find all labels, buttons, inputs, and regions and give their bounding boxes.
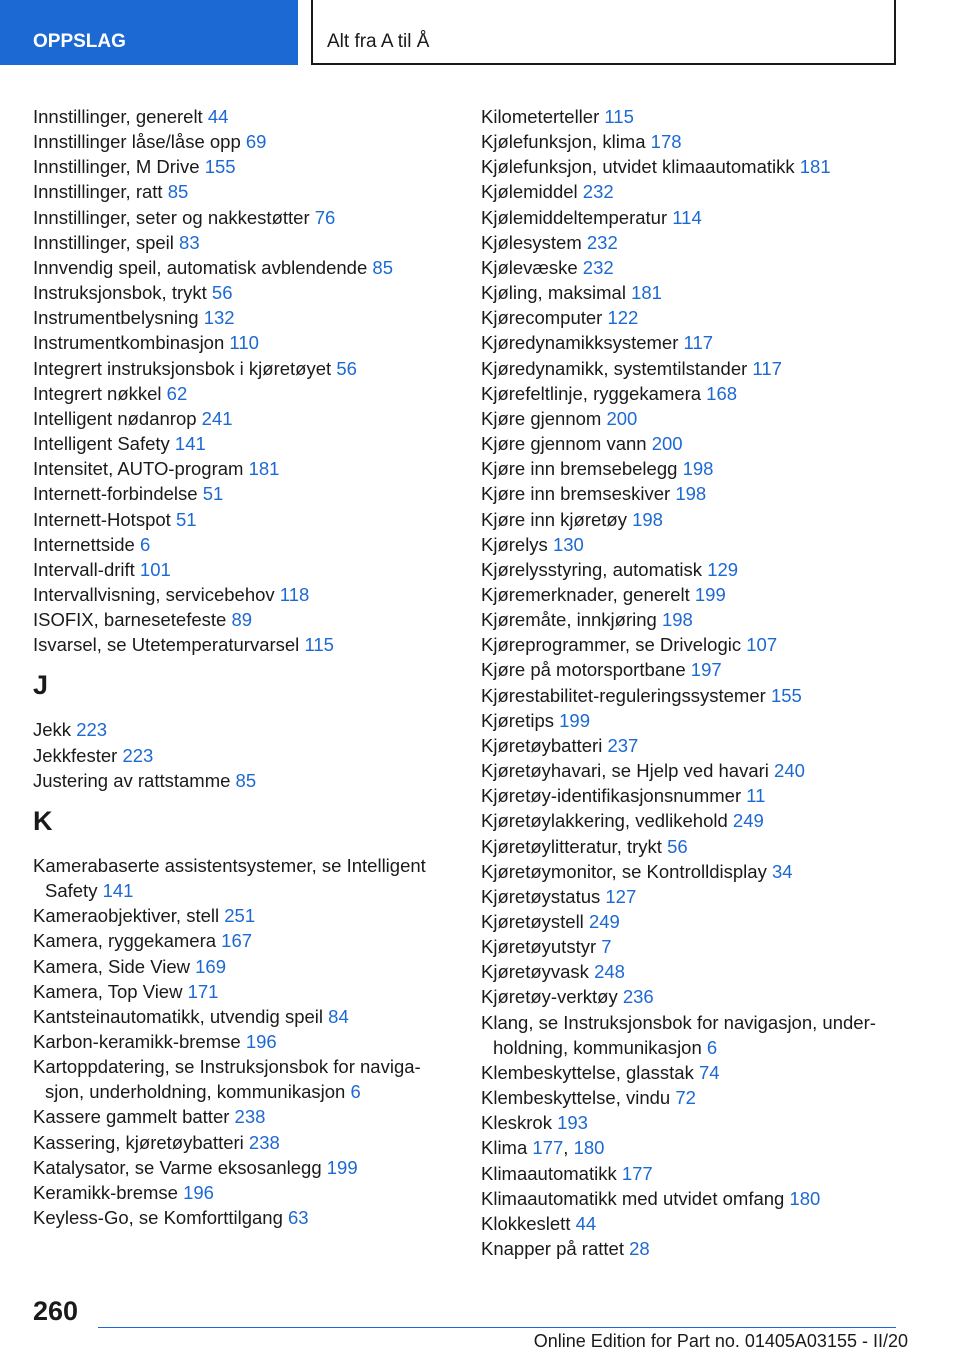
index-entry (481, 834, 901, 859)
page-reference-link[interactable]: 181 (631, 282, 662, 304)
index-entry (481, 884, 901, 909)
section-label: OPPSLAG (33, 31, 126, 52)
chapter-title: Alt fra A til Å (327, 31, 430, 52)
index-entry (481, 733, 901, 758)
index-term: Karbon-keramikk-bremse (33, 1031, 241, 1052)
page-reference-link[interactable]: 223 (122, 744, 154, 766)
index-term: Kleskrok (481, 1112, 552, 1134)
index-entry (481, 1211, 901, 1236)
page-reference-link[interactable]: 28 (629, 1238, 650, 1260)
index-term: Kjøretøyhavari, se Hjelp ved havari (481, 760, 769, 782)
page-reference-link[interactable]: 132 (203, 307, 235, 329)
index-entry (481, 909, 901, 934)
index-entry (33, 743, 453, 768)
page-reference-link[interactable]: 236 (622, 986, 654, 1008)
index-entry (33, 632, 453, 657)
page-reference-link[interactable]: 129 (707, 558, 739, 580)
index-term: Knapper på rattet (481, 1238, 624, 1260)
index-entry (481, 657, 901, 682)
index-entry (33, 903, 453, 928)
page-reference-link[interactable]: 178 (650, 131, 682, 153)
page-reference-link[interactable]: 141 (174, 433, 206, 455)
index-term: Kameraobjektiver, stell (33, 905, 220, 927)
index-entry (33, 129, 453, 154)
page-reference-link[interactable]: 6 (350, 1081, 361, 1103)
index-entry (481, 1060, 901, 1085)
footer-rule (98, 1327, 896, 1328)
index-term: Innstillinger, speil (33, 231, 174, 253)
index-term: Kjølefunksjon, utvidet klimaautomatikk (481, 156, 795, 178)
index-entry (481, 481, 901, 506)
index-term: Klimaautomatikk (481, 1162, 617, 1184)
index-entry (481, 1161, 901, 1186)
index-term: Innstillinger, ratt (33, 181, 163, 203)
page-reference-link[interactable]: 115 (604, 106, 634, 127)
page-reference-link[interactable]: 223 (76, 719, 108, 741)
index-entry (33, 928, 453, 953)
section-tab (0, 0, 298, 65)
page-reference-link[interactable]: 6 (139, 533, 151, 555)
index-term: Kjøling, maksimal (481, 282, 626, 304)
index-entry (33, 179, 453, 204)
page-reference-link[interactable]: 155 (204, 156, 236, 178)
index-entry (33, 481, 453, 506)
index-entry: Klima 177, 180 (481, 1137, 605, 1159)
page-reference-link[interactable]: 198 (675, 483, 707, 505)
index-term: Kjøretøyvask (481, 961, 589, 983)
index-term: Klokkeslett (481, 1212, 571, 1234)
page-reference-link[interactable]: 248 (594, 961, 625, 983)
index-term: Kilometerteller (481, 106, 600, 127)
index-term: Kjøretøy-identifikasjonsnummer (481, 785, 742, 807)
index-term: Instrumentkombinasjon (33, 332, 225, 354)
index-entry (481, 456, 901, 481)
index-term: Innvendig speil, automatisk avblendende (33, 256, 368, 278)
index-entry (481, 381, 901, 406)
page-reference-link[interactable]: 180 (789, 1187, 821, 1209)
page-reference-link[interactable]: 249 (732, 810, 764, 832)
page-reference-link[interactable]: 44 (575, 1212, 597, 1234)
index-term: Kjøretøylitteratur, trykt (481, 835, 662, 857)
index-entry (481, 959, 901, 984)
page-reference-link[interactable]: 240 (774, 760, 805, 782)
index-term: Kjølemiddel (481, 181, 578, 203)
index-term: Innstillinger, M Drive (33, 156, 200, 178)
index-term: Kjøretøy-verktøy (481, 986, 618, 1008)
index-term: Klembeskyttelse, vindu (481, 1087, 671, 1109)
index-entry (481, 1110, 901, 1135)
index-term: Intervallvisning, servicebehov (33, 583, 275, 605)
index-entry (481, 305, 901, 330)
index-term: Kjøretøymonitor, se Kontrolldisplay (481, 860, 767, 882)
index-entry (33, 1205, 453, 1230)
page-reference-link[interactable]: 238 (234, 1106, 266, 1128)
page-reference-link[interactable]: 107 (746, 634, 778, 656)
page-reference-link[interactable]: 241 (201, 407, 233, 429)
page-reference-link[interactable]: 232 (582, 181, 614, 203)
index-term: Kamera, Side View (33, 955, 190, 977)
index-term: Kjørecomputer (481, 307, 603, 329)
index-entry (33, 431, 453, 456)
page-reference-link[interactable]: 199 (559, 709, 591, 731)
index-entry (33, 1180, 453, 1205)
page-reference-link[interactable]: 198 (661, 609, 693, 631)
page-reference-link[interactable]: 130 (552, 533, 584, 555)
index-term: Kjørelysstyring, automatisk (481, 558, 703, 580)
index-letter-heading: K (33, 805, 53, 836)
index-term: Jekkfester (33, 744, 118, 766)
index-term: Kjøremerknader, generelt (481, 583, 690, 605)
index-entry (481, 356, 901, 381)
index-entry (33, 205, 453, 230)
index-entry (481, 406, 901, 431)
index-column-right (481, 104, 901, 1261)
page-reference-link[interactable]: 199 (694, 583, 726, 605)
index-term: Kjøre gjennom vann (481, 433, 647, 455)
index-entry (481, 984, 901, 1009)
index-entry (481, 507, 901, 532)
index-entry (481, 230, 901, 255)
index-entry (33, 717, 453, 742)
page-reference-link[interactable]: 249 (588, 911, 620, 932)
index-entry (33, 330, 453, 355)
page-number: 260 (33, 1296, 79, 1326)
index-term: Klima (481, 1137, 528, 1159)
page-reference-link[interactable]: 155 (770, 684, 802, 706)
page-reference-link[interactable]: 56 (336, 357, 357, 379)
index-term: Keramikk-bremse (33, 1181, 178, 1203)
index-term: Jekk (33, 719, 72, 741)
page-reference-link[interactable]: 34 (771, 860, 793, 882)
page-reference-link[interactable]: 83 (179, 231, 200, 253)
index-term: Kjølefunksjon, klima (481, 131, 646, 153)
page-reference-link[interactable]: 197 (690, 659, 722, 681)
index-term: Kamera, ryggekamera (33, 930, 217, 952)
page-reference-link[interactable]: 101 (139, 558, 171, 580)
index-entry (33, 853, 453, 903)
index-entry (481, 280, 901, 305)
index-entry (33, 104, 453, 129)
index-entry (481, 205, 901, 230)
page-reference-link[interactable]: 177 (532, 1137, 564, 1159)
index-term: Kamerabaserte assistentsystemer, se Intelligent Safety (33, 854, 426, 902)
page-reference-link[interactable]: 167 (221, 930, 253, 952)
index-term: Kassere gammelt batter (33, 1106, 230, 1128)
index-term: Instruksjonsbok, trykt (33, 282, 207, 304)
page-reference-link[interactable]: 89 (231, 609, 253, 631)
index-term: Kjøre inn kjøretøy (481, 508, 627, 530)
index-term: Klembeskyttelse, glasstak (481, 1061, 694, 1083)
index-entry (33, 979, 453, 1004)
index-entry (33, 356, 453, 381)
index-entry (481, 632, 901, 657)
index-entry (481, 532, 901, 557)
index-entry (33, 154, 453, 179)
page-reference-link[interactable]: 63 (288, 1207, 309, 1229)
index-entry (33, 768, 453, 793)
index-entry (33, 255, 453, 280)
page-reference-link[interactable]: 232 (582, 256, 614, 278)
index-term: Kassering, kjøretøybatteri (33, 1131, 244, 1153)
page-reference-link[interactable]: 168 (706, 382, 738, 404)
page-reference-link[interactable]: 51 (175, 508, 197, 530)
index-term: Kjørefeltlinje, ryggekamera (481, 382, 702, 404)
page-reference-link[interactable]: 11 (746, 785, 766, 807)
index-term: Kjøretøystatus (481, 885, 601, 907)
index-term: Innstillinger låse/låse opp (33, 131, 241, 153)
index-term: Justering av rattstamme (33, 769, 231, 791)
index-entry (481, 683, 901, 708)
index-term: Intelligent nødanrop (33, 407, 197, 429)
index-entry (33, 381, 453, 406)
page-reference-link[interactable]: 232 (586, 231, 618, 253)
index-term: Intervall-drift (33, 558, 135, 580)
page-reference-link[interactable]: 114 (672, 206, 702, 228)
index-entry (33, 1054, 453, 1104)
page-reference-link[interactable]: 85 (167, 181, 189, 203)
index-term: Instrumentbelysning (33, 307, 199, 329)
index-entry (481, 1010, 901, 1060)
page-reference-link[interactable]: 115 (304, 634, 334, 656)
page-reference-link[interactable]: 200 (651, 433, 683, 455)
index-entry (481, 808, 901, 833)
index-term: Internett-forbindelse (33, 483, 198, 505)
index-entry (33, 1029, 453, 1054)
index-term: Kjøretøystell (481, 911, 584, 932)
index-entry (481, 607, 901, 632)
index-entry (481, 1085, 901, 1110)
index-entry (481, 1186, 901, 1211)
footer-edition: Online Edition for Part no. 01405A03155 - II/20 (533, 1331, 908, 1351)
index-term: Kartoppdatering, se Instruksjonsbok for naviga‐ sjon, underholdning, kommunikasjon (33, 1056, 421, 1103)
index-entry (481, 255, 901, 280)
page-reference-link[interactable]: 238 (248, 1131, 280, 1153)
page-reference-link[interactable]: 56 (211, 282, 233, 304)
index-term: Internett-Hotspot (33, 508, 171, 530)
index-entry (33, 456, 453, 481)
index-term: Kjøre inn bremsebelegg (481, 458, 678, 480)
page-reference-link[interactable]: 74 (698, 1061, 720, 1083)
index-term: Kjølesystem (481, 231, 582, 253)
index-term: Klimaautomatikk med utvidet omfang (481, 1187, 785, 1209)
page-reference-link[interactable]: 237 (607, 734, 639, 756)
page-reference-link[interactable]: 85 (235, 769, 257, 791)
index-term: Kjøredynamikk, systemtilstander (481, 357, 748, 379)
page-reference-link[interactable]: 200 (606, 407, 638, 429)
index-entry (33, 954, 453, 979)
index-entry (33, 305, 453, 330)
index-term: Integrert instruksjonsbok i kjøretøyet (33, 357, 332, 379)
index-entry (481, 330, 901, 355)
page-reference-link[interactable]: 117 (683, 332, 714, 354)
page-reference-link[interactable]: 193 (557, 1112, 588, 1134)
page-reference-link[interactable]: 251 (224, 905, 256, 927)
page-reference-link[interactable]: 198 (682, 458, 714, 480)
index-entry (481, 129, 901, 154)
index-term: Kjøretips (481, 709, 554, 731)
page-reference-link[interactable]: 76 (314, 206, 336, 228)
index-term: Internettside (33, 533, 135, 555)
page-reference-link[interactable]: 180 (573, 1137, 605, 1159)
index-term: Kjørestabilitet-reguleringssystemer (481, 684, 766, 706)
index-entry (481, 758, 901, 783)
index-entry (481, 557, 901, 582)
index-term: ISOFIX, barnesetefeste (33, 609, 227, 631)
index-entry (33, 230, 453, 255)
index-entry (481, 934, 901, 959)
page-reference-link[interactable]: 110 (229, 332, 259, 354)
page-reference-link[interactable]: 181 (248, 458, 280, 480)
page-reference-link[interactable]: 117 (752, 357, 782, 379)
index-entry (33, 1004, 453, 1029)
index-entry (481, 708, 901, 733)
index-term: Integrert nøkkel (33, 382, 162, 404)
page-reference-link[interactable]: 198 (632, 508, 663, 530)
index-term: Katalysator, se Varme eksosanlegg (33, 1156, 322, 1178)
index-entry (481, 179, 901, 204)
index-entry (33, 406, 453, 431)
index-entry (33, 557, 453, 582)
page-reference-link[interactable]: 7 (601, 936, 612, 958)
index-term: Kjøre inn bremseskiver (481, 483, 671, 505)
index-term: Klang, se Instruksjonsbok for navigasjon, under‐ holdning, kommunikasjon (481, 1011, 876, 1058)
page-reference-link[interactable]: 141 (102, 880, 134, 902)
page-reference-link[interactable]: 177 (621, 1162, 653, 1184)
chapter-header (311, 0, 896, 65)
index-entry (33, 1155, 453, 1180)
index-letter-heading: J (33, 670, 49, 701)
page-reference-link[interactable]: 169 (195, 955, 227, 977)
index-entry (33, 507, 453, 532)
page-reference-link[interactable]: 181 (799, 156, 831, 178)
index-entry (33, 532, 453, 557)
index-term: Kjøretøyutstyr (481, 936, 597, 958)
index-term: Kjørelys (481, 533, 548, 555)
index-term: Innstillinger, generelt (33, 106, 203, 127)
page-reference-link[interactable]: 51 (202, 483, 224, 505)
index-term: Isvarsel, se Utetemperaturvarsel (33, 634, 300, 656)
index-term: Kjølemiddeltemperatur (481, 206, 668, 228)
index-entry (481, 431, 901, 456)
page-reference-link[interactable]: 199 (326, 1156, 358, 1178)
index-entry (481, 154, 901, 179)
index-term: Keyless-Go, se Komforttilgang (33, 1207, 283, 1229)
index-entry (481, 1236, 901, 1261)
page-reference-link[interactable]: 6 (706, 1036, 718, 1058)
index-entry (481, 582, 901, 607)
index-column-left (33, 104, 453, 1230)
page-reference-link[interactable]: 85 (372, 256, 393, 278)
page-reference-link[interactable]: 127 (605, 885, 637, 907)
index-entry (33, 1130, 453, 1155)
index-entry (33, 280, 453, 305)
index-term: Kjøredynamikksystemer (481, 332, 679, 354)
index-term: Kjølevæske (481, 256, 578, 278)
index-entry (33, 1104, 453, 1129)
page-reference-link[interactable]: 56 (667, 835, 688, 857)
index-term: Kamera, Top View (33, 980, 183, 1002)
index-entry (481, 859, 901, 884)
page-reference-link[interactable]: 72 (675, 1087, 696, 1109)
index-term: Kjøre på motorsportbane (481, 659, 686, 681)
page-reference-link[interactable]: 44 (207, 106, 229, 127)
index-term: Kjøretøylakkering, vedlikehold (481, 810, 728, 832)
index-term: Intelligent Safety (33, 433, 170, 455)
index-term: Kjøreprogrammer, se Drivelogic (481, 634, 742, 656)
page-reference-link[interactable]: 84 (328, 1005, 349, 1027)
page-reference-link[interactable]: 196 (183, 1181, 214, 1203)
page-reference-link[interactable]: 118 (279, 583, 310, 605)
index-term: Kjøremåte, innkjøring (481, 609, 657, 631)
page-reference-link[interactable]: 196 (245, 1031, 277, 1052)
page-reference-link[interactable]: 62 (166, 382, 188, 404)
page-reference-link[interactable]: 69 (245, 131, 267, 153)
index-term: Intensitet, AUTO-program (33, 458, 244, 480)
index-term: Kjøre gjennom (481, 407, 602, 429)
index-entry (481, 783, 901, 808)
page-reference-link[interactable]: 122 (607, 307, 639, 329)
index-entry (33, 607, 453, 632)
index-term: Kantsteinautomatikk, utvendig speil (33, 1005, 324, 1027)
index-entry (33, 582, 453, 607)
index-term: Innstillinger, seter og nakkestøtter (33, 206, 310, 228)
page-reference-link[interactable]: 171 (187, 980, 219, 1002)
index-entry (481, 104, 901, 129)
index-term: Kjøretøybatteri (481, 734, 603, 756)
